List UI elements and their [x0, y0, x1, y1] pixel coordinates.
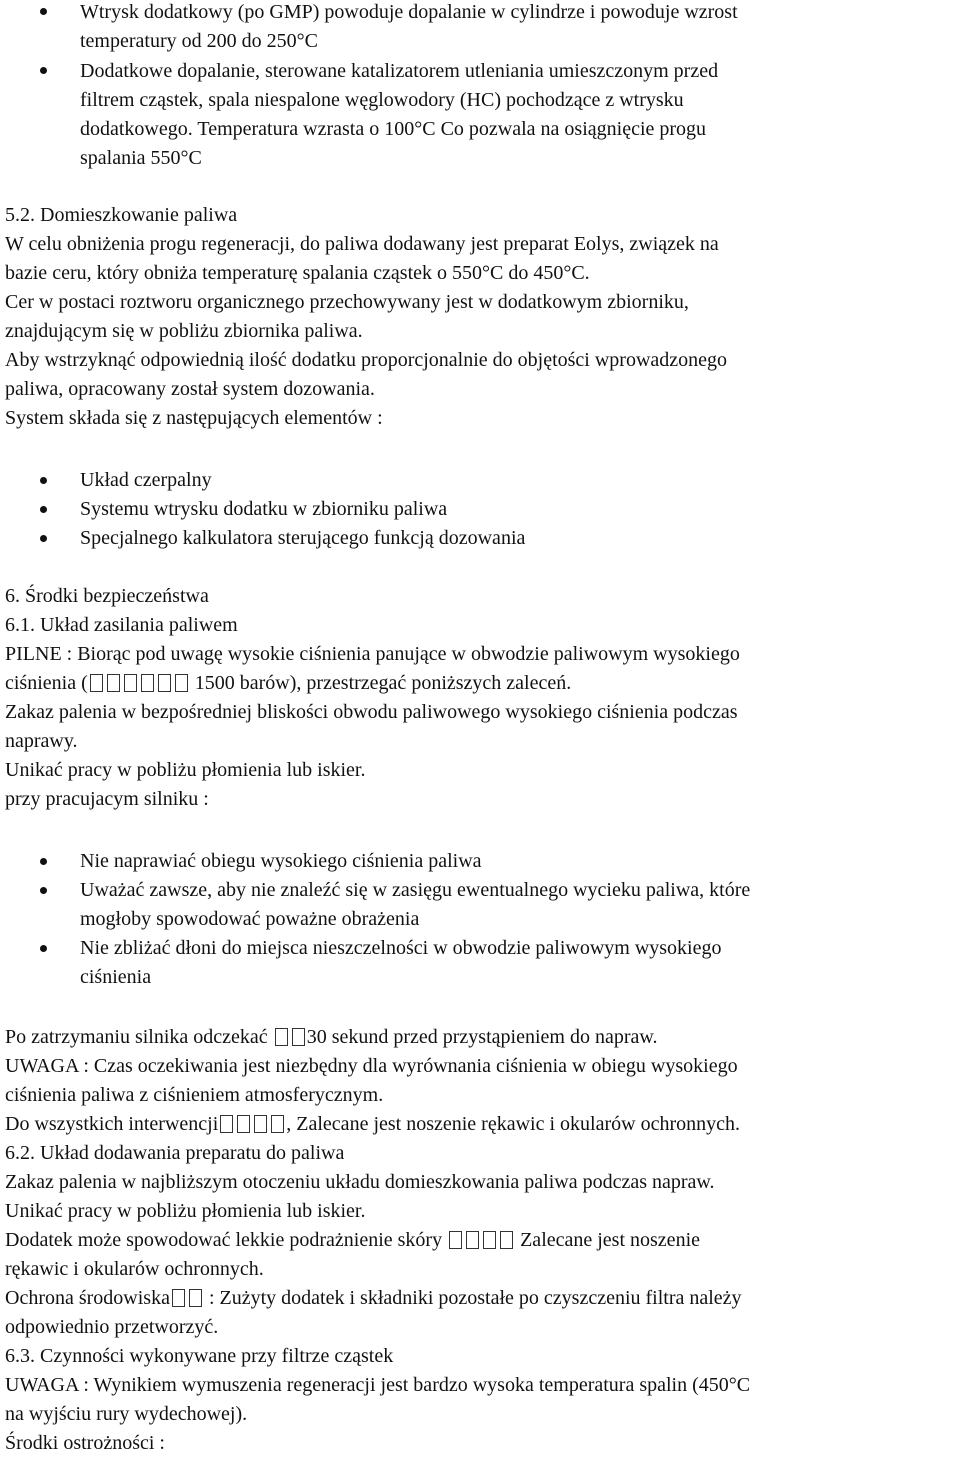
bullet-text: temperatury od 200 do 250°C: [80, 30, 318, 52]
bullet-dot: [40, 887, 47, 894]
missing-glyph-box: [158, 674, 171, 692]
paragraph-line: bazie ceru, który obniża temperaturę spalania cząstek o 550°C do 450°C.: [5, 262, 590, 284]
section-heading: 5.2. Domieszkowanie paliwa: [5, 204, 238, 226]
missing-glyph-box: [275, 1028, 288, 1046]
missing-glyph-box: [483, 1231, 496, 1249]
text-span: Do wszystkich interwencji: [5, 1113, 219, 1135]
bullet-text: spalania 550°C: [80, 147, 202, 169]
list-item: mogłoby spowodować poważne obrażenia: [80, 908, 420, 930]
missing-glyph-box: [500, 1231, 513, 1249]
missing-glyph-box: [466, 1231, 479, 1249]
bullet-dot: [40, 477, 47, 484]
missing-glyph-box: [124, 674, 137, 692]
paragraph-line: rękawic i okularów ochronnych.: [5, 1258, 264, 1280]
paragraph-line: przy pracujacym silniku :: [5, 788, 209, 810]
text-span: , Zalecane jest noszenie rękawic i okularów ochronnych.: [286, 1113, 740, 1135]
bullet-text: dodatkowego. Temperatura wzrasta o 100°C Co pozwala na osiągnięcie progu: [80, 118, 707, 140]
paragraph-line: na wyjściu rury wydechowej).: [5, 1403, 248, 1425]
list-item: ciśnienia: [80, 966, 152, 988]
text-span: ciśnienia (: [5, 672, 88, 694]
text-span: : Zużyty dodatek i składniki pozostałe po czyszczeniu filtra należy: [203, 1287, 742, 1309]
bullet-text: filtrem cząstek, spala niespalone węglowodory (HC) pochodzące z wtrysku: [80, 89, 684, 111]
missing-glyph-box: [220, 1115, 233, 1133]
text-span: Zalecane jest noszenie: [515, 1229, 700, 1251]
paragraph-line: System składa się z następujących elementów :: [5, 407, 383, 429]
bullet-text: Dodatkowe dopalanie, sterowane katalizatorem utleniania umieszczonym przed: [80, 60, 719, 82]
bullet-dot: [40, 858, 47, 865]
missing-glyph-box: [141, 674, 154, 692]
paragraph-line: Środki ostrożności :: [5, 1432, 165, 1454]
bullet-dot: [40, 535, 47, 542]
paragraph-line: [5, 1226, 700, 1255]
paragraph-line: W celu obniżenia progu regeneracji, do paliwa dodawany jest preparat Eolys, związek na: [5, 233, 719, 255]
missing-glyph-box: [254, 1115, 267, 1133]
paragraph-line: paliwa, opracowany został system dozowania.: [5, 378, 375, 400]
paragraph-line: Zakaz palenia w bezpośredniej bliskości obwodu paliwowego wysokiego ciśnienia podczas: [5, 701, 738, 723]
list-item: Specjalnego kalkulatora sterującego funkcją dozowania: [80, 527, 526, 549]
missing-glyph-box: [237, 1115, 250, 1133]
bullet-dot: [40, 8, 47, 15]
paragraph-line: PILNE : Biorąc pod uwagę wysokie ciśnienia panujące w obwodzie paliwowym wysokiego: [5, 643, 740, 665]
paragraph-line: UWAGA : Wynikiem wymuszenia regeneracji jest bardzo wysoka temperatura spalin (450°C: [5, 1374, 751, 1396]
missing-glyph-box: [175, 674, 188, 692]
paragraph-line: znajdującym się w pobliżu zbiornika paliwa.: [5, 320, 363, 342]
paragraph-line: Unikać pracy w pobliżu płomienia lub iskier.: [5, 1200, 366, 1222]
paragraph-line: [5, 1110, 740, 1139]
subsection-heading: 6.3. Czynności wykonywane przy filtrze cząstek: [5, 1345, 394, 1367]
paragraph-line: Cer w postaci roztworu organicznego przechowywany jest w dodatkowym zbiorniku,: [5, 291, 689, 313]
missing-glyph-box: [172, 1289, 185, 1307]
list-item: Układ czerpalny: [80, 469, 212, 491]
list-item: Nie zbliżać dłoni do miejsca nieszczelności w obwodzie paliwowym wysokiego: [80, 937, 722, 959]
text-span: 30 sekund przed przystąpieniem do napraw.: [306, 1026, 658, 1048]
paragraph-line: odpowiednio przetworzyć.: [5, 1316, 219, 1338]
list-item: Systemu wtrysku dodatku w zbiorniku paliwa: [80, 498, 448, 520]
text-span: 1500 barów), przestrzegać poniższych zaleceń.: [189, 672, 572, 694]
bullet-dot: [40, 945, 47, 952]
missing-glyph-box: [189, 1289, 202, 1307]
missing-glyph-box: [449, 1231, 462, 1249]
paragraph-line: Aby wstrzyknąć odpowiednią ilość dodatku proporcjonalnie do objętości wprowadzonego: [5, 349, 728, 371]
subsection-heading: 6.2. Układ dodawania preparatu do paliwa: [5, 1142, 345, 1164]
section-heading: 6. Środki bezpieczeństwa: [5, 585, 209, 607]
text-span: Dodatek może spowodować lekkie podrażnienie skóry: [5, 1229, 448, 1251]
list-item: Uważać zawsze, aby nie znaleźć się w zasięgu ewentualnego wycieku paliwa, które: [80, 879, 751, 901]
paragraph-line: ciśnienia paliwa z ciśnieniem atmosferycznym.: [5, 1084, 384, 1106]
paragraph-line: Zakaz palenia w najbliższym otoczeniu układu domieszkowania paliwa podczas napraw.: [5, 1171, 715, 1193]
list-item: Nie naprawiać obiegu wysokiego ciśnienia paliwa: [80, 850, 482, 872]
missing-glyph-box: [271, 1115, 284, 1133]
bullet-text: Wtrysk dodatkowy (po GMP) powoduje dopalanie w cylindrze i powoduje wzrost: [80, 1, 738, 23]
paragraph-line: [5, 669, 571, 698]
text-span: Po zatrzymaniu silnika odczekać: [5, 1026, 273, 1048]
paragraph-line: [5, 1023, 658, 1052]
text-span: Ochrona środowiska: [5, 1287, 170, 1309]
paragraph-line: [5, 1284, 742, 1313]
bullet-dot: [40, 67, 47, 74]
paragraph-line: naprawy.: [5, 730, 78, 752]
missing-glyph-box: [292, 1028, 305, 1046]
bullet-dot: [40, 506, 47, 513]
subsection-heading: 6.1. Układ zasilania paliwem: [5, 614, 238, 636]
paragraph-line: UWAGA : Czas oczekiwania jest niezbędny dla wyrównania ciśnienia w obiegu wysokiego: [5, 1055, 738, 1077]
paragraph-line: Unikać pracy w pobliżu płomienia lub iskier.: [5, 759, 366, 781]
missing-glyph-box: [90, 674, 103, 692]
missing-glyph-box: [107, 674, 120, 692]
